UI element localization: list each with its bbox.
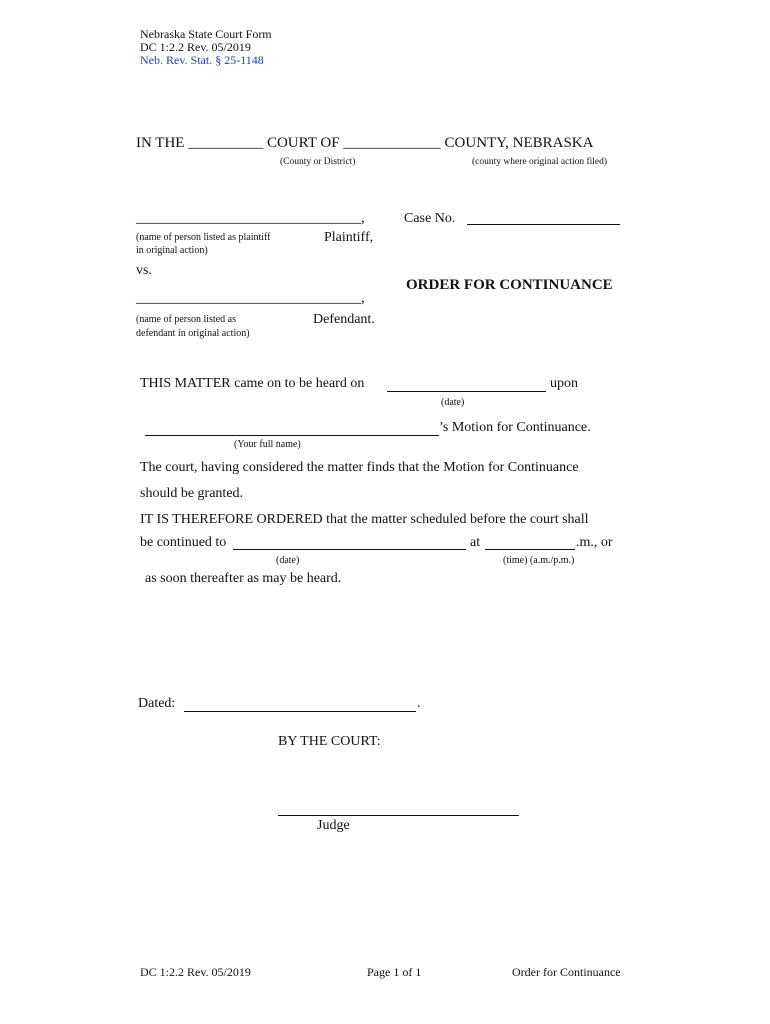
judge-label: Judge [317,818,350,833]
dated-line[interactable] [184,711,416,712]
defendant-hint-line2: defendant in original action) [136,328,250,339]
continued-date-line[interactable] [233,549,466,550]
case-number-label: Case No. [404,211,456,226]
statute-link[interactable]: Neb. Rev. Stat. § 25-1148 [140,53,264,67]
dated-label: Dated: [138,696,176,711]
court-type-hint: (County or District) [280,157,356,167]
footer-revision: DC 1:2.2 Rev. 05/2019 [140,965,251,979]
dated-period: . [417,696,421,711]
full-name-hint: (Your full name) [234,439,301,450]
finding-line1: The court, having considered the matter finds that the Motion for Continuance [140,460,579,475]
ordered-line2-prefix: be continued to [140,535,227,550]
plaintiff-name-line[interactable]: ______________________________, [136,210,365,226]
movant-name-line[interactable] [145,435,439,436]
plaintiff-hint-line2: in original action) [136,245,208,256]
hearing-date-line[interactable] [387,391,546,392]
by-the-court: BY THE COURT: [278,734,381,749]
case-number-line[interactable] [467,224,620,225]
document-title: ORDER FOR CONTINUANCE [406,277,613,293]
motion-text: ’s Motion for Continuance. [439,420,591,435]
court-caption: IN THE __________ COURT OF _____________ COUNTY, NEBRASKA [136,135,594,151]
am-pm-or-text: .m., or [576,535,613,550]
ordered-line3: as soon thereafter as may be heard. [145,571,342,586]
form-revision: DC 1:2.2 Rev. 05/2019 [140,40,251,54]
matter-text: THIS MATTER came on to be heard on [140,376,365,391]
form-name: Nebraska State Court Form [140,27,272,41]
county-hint: (county where original action filed) [472,157,608,167]
upon-text: upon [550,376,578,391]
continued-time-line[interactable] [485,549,575,550]
judge-signature-line[interactable] [278,815,519,816]
footer-page-number: Page 1 of 1 [367,965,422,979]
finding-line2: should be granted. [140,486,244,501]
defendant-name-line[interactable]: ______________________________, [136,290,365,306]
defendant-hint-line1: (name of person listed as [136,314,236,325]
date-hint: (date) [441,397,465,408]
plaintiff-label: Plaintiff, [324,230,374,245]
at-text: at [470,535,481,550]
versus: vs. [136,263,152,278]
plaintiff-hint-line1: (name of person listed as plaintiff [136,232,271,243]
continued-date-hint: (date) [276,555,300,566]
defendant-label: Defendant. [313,312,375,327]
ordered-line1: IT IS THEREFORE ORDERED that the matter scheduled before the court shall [140,512,589,527]
time-hint: (time) (a.m./p.m.) [503,555,575,566]
footer-document-title: Order for Continuance [512,965,621,979]
